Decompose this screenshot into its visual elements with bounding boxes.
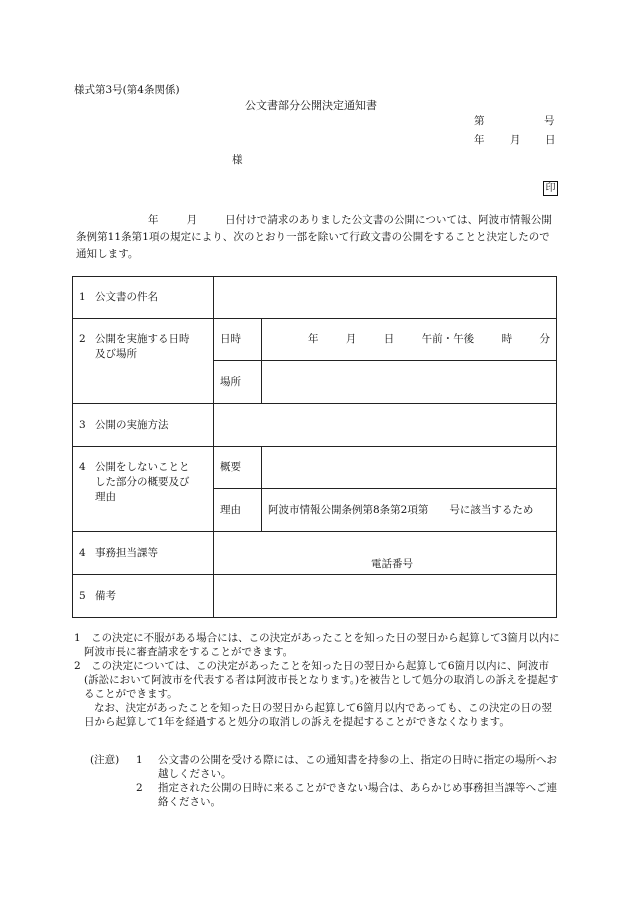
caution-item: 2 指定された公開の日時に来ることができない場合は、あらかじめ事務担当課等へご連絡ください。	[136, 782, 557, 808]
row-office-in-charge	[73, 532, 557, 575]
cautions-section	[90, 753, 560, 809]
note-item: 2 この決定については、この決定があったことを知った日の翌日から起算して6箇月以内に、阿波市(訴訟において阿波市を代表する者は阿波市長となります。)を被告として処分の取消しの訴えを提起することができます。	[74, 660, 559, 700]
label-withheld-part: 4 公開をしないことと した部分の概要及び 理由	[73, 447, 214, 532]
header-date-day: 日	[545, 134, 556, 146]
label-document-name: 1 公文書の件名	[73, 277, 214, 319]
value-remarks[interactable]	[214, 575, 557, 618]
value-datetime[interactable]: 年 月 日 午前・午後 時 分	[262, 319, 557, 361]
header-dai: 第	[474, 115, 485, 127]
note-item: なお、決定があったことを知った日の翌日から起算して6箇月以内であっても、この決定の日の翌日から起算して1年を経過すると処分の取消しの訴えを提起することができなくなります。	[84, 702, 552, 728]
form-number: 様式第3号(第4条関係)	[74, 84, 180, 96]
row-withheld-summary	[73, 447, 557, 489]
cautions-heading: (注意)	[90, 754, 120, 766]
row-disclosure-datetime	[73, 319, 557, 361]
label-office-in-charge: 4 事務担当課等	[73, 532, 214, 575]
sub-label-summary: 概要	[214, 447, 262, 489]
sub-label-datetime: 日時	[214, 319, 262, 361]
row-remarks	[73, 575, 557, 618]
notes-section	[74, 631, 560, 729]
row-disclosure-method	[73, 404, 557, 447]
header-gou: 号	[544, 115, 555, 127]
intro-paragraph	[76, 212, 558, 263]
sub-label-reason: 理由	[214, 489, 262, 532]
label-remarks: 5 備考	[73, 575, 214, 618]
value-place[interactable]	[262, 361, 557, 404]
value-disclosure-method[interactable]	[214, 404, 557, 447]
intro-text: 日付けで請求のありました公文書の公開については、阿波市情報公開条例第11条第1項の規定により、次のとおり一部を除いて行政文書の公開をすることと決定したので通知します。	[76, 214, 552, 260]
value-document-name[interactable]	[214, 277, 557, 319]
seal-stamp: 印	[543, 181, 558, 196]
row-document-name	[73, 277, 557, 319]
recipient-sama: 様	[232, 154, 243, 166]
disclosure-form-table	[72, 276, 557, 618]
caution-item: (注意) 1 公文書の公開を受ける際には、この通知書を持参の上、指定の日時に指定の場所へお越しください。	[90, 754, 557, 780]
value-summary[interactable]	[262, 447, 557, 489]
intro-year: 年	[148, 214, 159, 226]
phone-number-label: 電話番号	[371, 558, 413, 570]
header-date-month: 月	[510, 134, 521, 146]
label-disclosure-method: 3 公開の実施方法	[73, 404, 214, 447]
value-reason[interactable]: 阿波市情報公開条例第8条第2項第 号に該当するため	[262, 489, 557, 532]
header-date-year: 年	[474, 134, 485, 146]
note-item: 1 この決定に不服がある場合には、この決定があったことを知った日の翌日から起算して3箇月以内に阿波市長に審査請求をすることができます。	[74, 632, 560, 658]
intro-month: 月	[186, 214, 198, 226]
value-office-in-charge[interactable]	[214, 532, 557, 575]
label-disclosure-datetime-place: 2 公開を実施する日時 及び場所	[73, 319, 214, 404]
document-title: 公文書部分公開決定通知書	[245, 99, 377, 112]
sub-label-place: 場所	[214, 361, 262, 404]
